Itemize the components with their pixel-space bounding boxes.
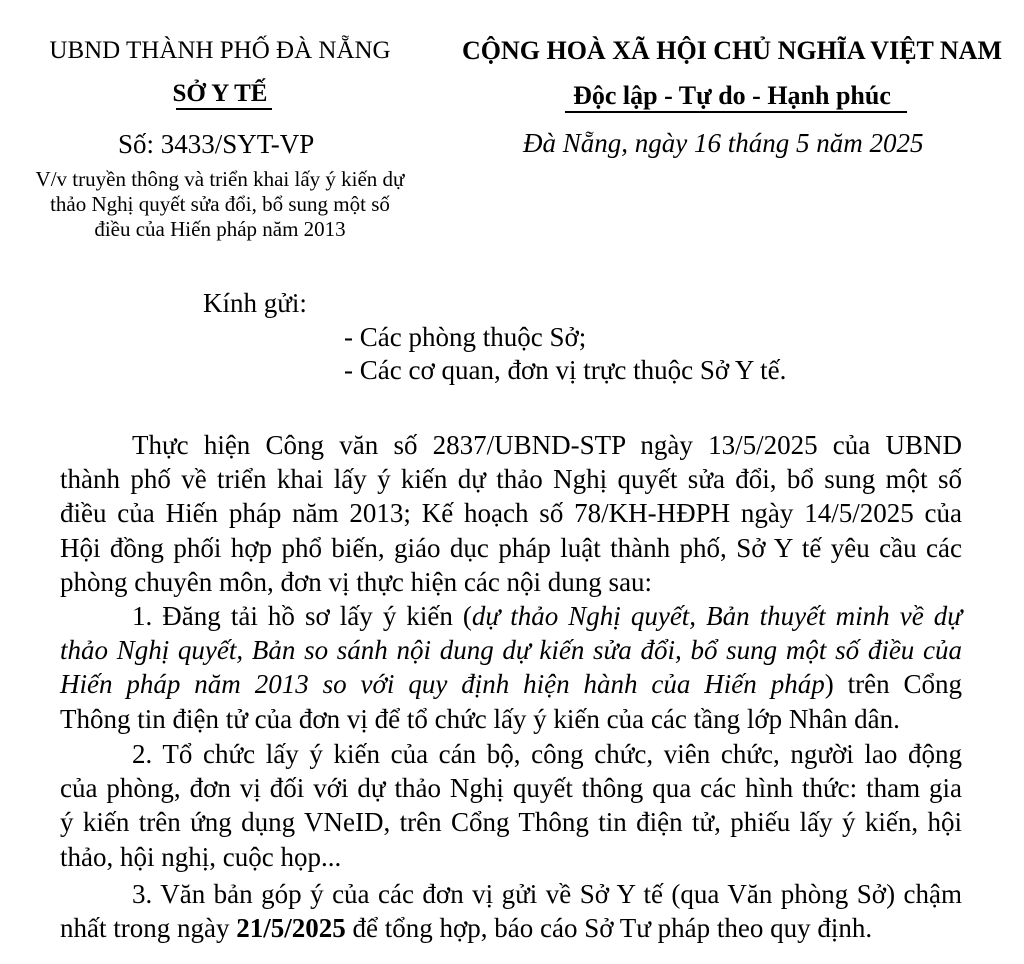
item-1-line (60, 633, 962, 667)
subject-line: thảo Nghị quyết sửa đổi, bổ sung một số (50, 192, 390, 216)
item-1-paragraph (60, 599, 962, 736)
item-2-line: ý kiến trên ứng dụng VNeID, trên Cổng Thông tin điện tử, phiếu lấy ý kiến, hội (60, 807, 962, 838)
deadline-date: 21/5/2025 (236, 913, 346, 944)
intro-line: Thực hiện Công văn số 2837/UBND-STP ngày 13/5/2025 của UBND (132, 430, 962, 460)
department-underline (176, 108, 272, 110)
document-subject (0, 167, 440, 242)
item-3-text: để tổng hợp, báo cáo Sở Tư pháp theo quy định. (345, 913, 873, 944)
subject-line: điều của Hiến pháp năm 2013 (94, 217, 346, 241)
item-2-paragraph (60, 737, 962, 874)
intro-line: Hội đồng phối hợp phổ biến, giáo dục pháp luật thành phố, Sở Y tế yêu cầu các (60, 532, 962, 563)
intro-line: điều của Hiến pháp năm 2013; Kế hoạch số 78/KH-HĐPH ngày 14/5/2025 của (60, 498, 962, 529)
item-2-line: của phòng, đơn vị đối với dự thảo Nghị quyết thông qua các hình thức: tham gia (60, 773, 962, 804)
item-2-line: thảo, hội nghị, cuộc họp... (60, 841, 342, 872)
item-3-line (60, 911, 962, 945)
item-2-line: 2. Tổ chức lấy ý kiến của cán bộ, công chức, viên chức, người lao động (132, 739, 962, 769)
item-3-text: nhất trong ngày (60, 913, 237, 944)
recipient-item: - Các cơ quan, đơn vị trực thuộc Sở Y tế. (344, 355, 787, 385)
document-number: Số: 3433/SYT-VP (118, 129, 315, 159)
item-1-italic-text: thảo Nghị quyết, Bản so sánh nội dung dự kiến sửa đổi, bổ sung một số điều của (60, 635, 962, 666)
item-1-line (60, 667, 962, 701)
intro-line: thành phố về triển khai lấy ý kiến dự thảo Nghị quyết sửa đổi, bổ sung một số (60, 464, 962, 495)
recipient-item: - Các phòng thuộc Sở; (344, 322, 587, 352)
national-title: CỘNG HOÀ XÃ HỘI CHỦ NGHĨA VIỆT NAM (461, 36, 1003, 65)
national-motto: Độc lập - Tự do - Hạnh phúc (573, 81, 891, 110)
recipients-label: Kính gửi: (203, 288, 307, 318)
subject-line: V/v truyền thông và triển khai lấy ý kiến dự (35, 167, 405, 191)
intro-paragraph (60, 428, 962, 599)
motto-underline (565, 111, 907, 113)
item-1-text: ) trên Cổng (824, 669, 962, 700)
item-1-text: 1. Đăng tải hồ sơ lấy ý kiến ( (132, 601, 472, 631)
item-3-line: 3. Văn bản góp ý của các đơn vị gửi về Sở Y tế (qua Văn phòng Sở) chậm (132, 879, 962, 909)
item-1-italic-text: Hiến pháp năm 2013 so với quy định hiện hành của Hiến pháp (60, 669, 825, 700)
item-1-line: Thông tin điện tử của đơn vị để tổ chức lấy ý kiến của các tầng lớp Nhân dân. (60, 703, 900, 734)
item-3-paragraph (60, 877, 962, 945)
item-1-line (60, 599, 962, 633)
place-and-date: Đà Nẵng, ngày 16 tháng 5 năm 2025 (523, 128, 924, 158)
issuing-department: SỞ Y TẾ (172, 80, 268, 107)
issuing-authority: UBND THÀNH PHỐ ĐÀ NẴNG (49, 37, 391, 64)
item-1-italic-text: dự thảo Nghị quyết, Bản thuyết minh về dự (471, 601, 962, 631)
intro-line: phòng chuyên môn, đơn vị thực hiện các nội dung sau: (60, 566, 653, 597)
